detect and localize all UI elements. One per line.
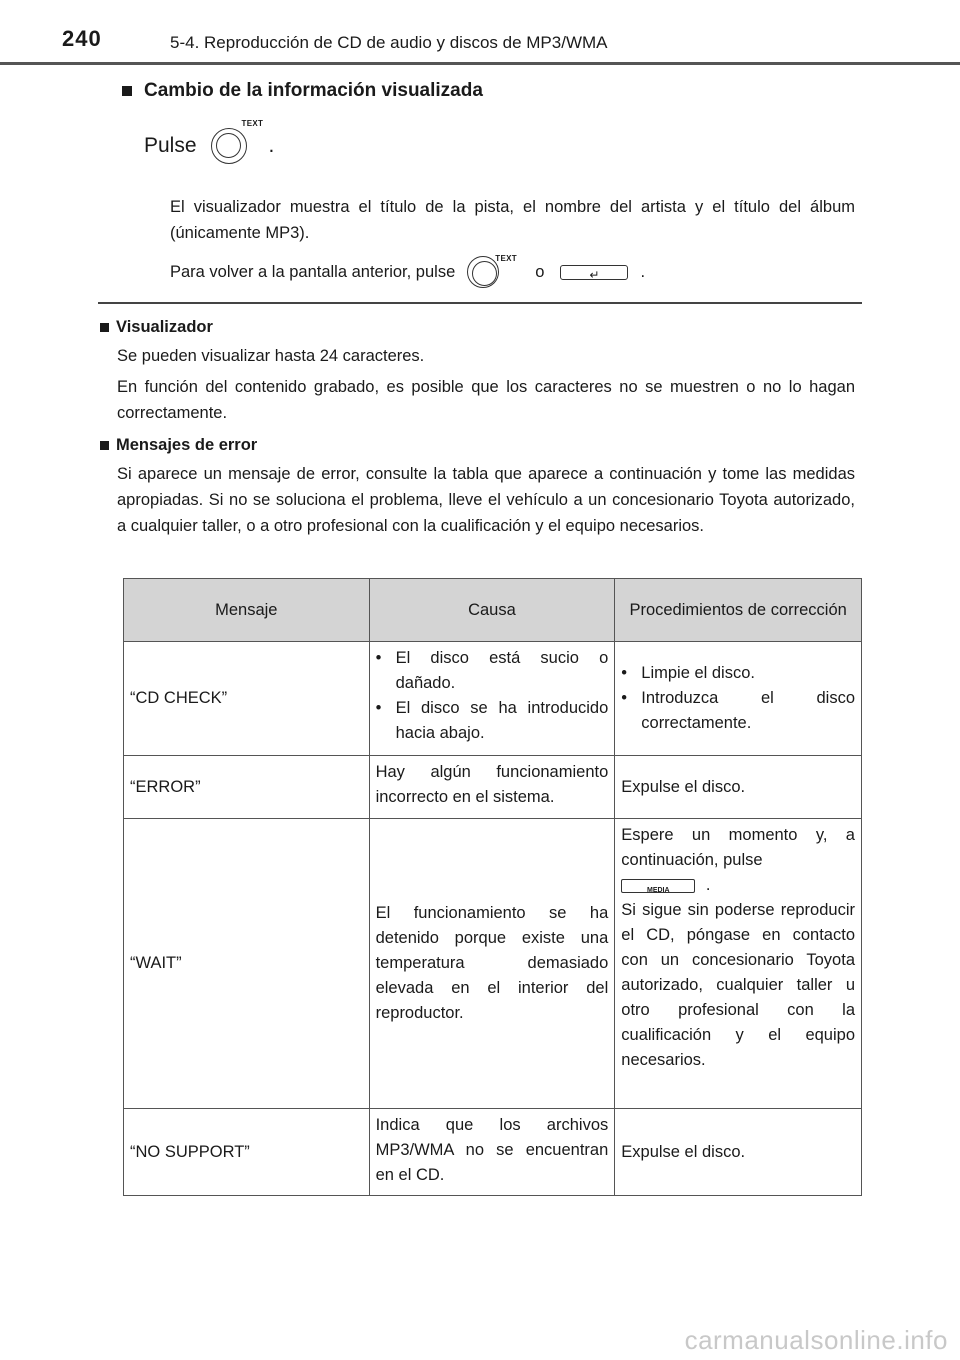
square-bullet-icon (100, 441, 109, 450)
header-causa: Causa (369, 579, 615, 642)
back-arrow-icon: ↵ (589, 267, 600, 282)
fix-bullet-text: Limpie el disco. (641, 664, 755, 682)
message-cell: “WAIT” (124, 819, 370, 1109)
table-row (124, 756, 862, 819)
text-knob-label: TEXT (241, 119, 264, 128)
bullet-icon: • (621, 689, 628, 707)
table-row (124, 642, 862, 756)
main-heading (122, 80, 483, 102)
display-note-title: Visualizador (116, 318, 213, 336)
error-note-heading (100, 436, 257, 455)
error-note-title: Mensajes de error (116, 436, 258, 454)
list-item (376, 696, 609, 746)
cause-cell: Indica que los archivos MP3/WMA no se encuentran en el CD. (369, 1109, 615, 1196)
media-button-icon (621, 879, 695, 893)
list-item (376, 646, 609, 696)
header-divider (0, 62, 960, 65)
fix-cell (615, 819, 862, 1109)
page-number: 240 (62, 26, 102, 51)
text-knob-icon (467, 254, 517, 288)
pulse-period: . (268, 134, 275, 157)
media-period: . (705, 876, 711, 894)
return-period: . (640, 263, 646, 281)
list-item (621, 686, 855, 736)
header-mensaje: Mensaje (124, 579, 370, 642)
cause-cell: El funcionamiento se ha detenido porque existe una temperatura demasiado elevada en el interior del reproductor. (369, 819, 615, 1109)
cause-bullet-text: El disco se ha introducido hacia abajo. (395, 699, 609, 742)
main-heading-text: Cambio de la información visualizada (144, 80, 483, 101)
error-messages-table (123, 578, 862, 1196)
list-item (621, 661, 855, 686)
fix-bullet-text: Introduzca el disco correctamente. (641, 689, 855, 732)
media-button-label: MEDIA (646, 886, 670, 894)
square-bullet-icon (100, 323, 109, 332)
error-note-text: Si aparece un mensaje de error, consulte la tabla que aparece a continuación y tome las medidas apropiadas. Si no se soluciona el problema, lleve el vehículo a un concesionario Toyota autorizado, a cualquier taller, o a otro profesional con la cualificación y el equipo necesarios. (117, 465, 855, 535)
table-row (124, 1109, 862, 1196)
fix-text-pre: Espere un momento y, a continuación, pulse (621, 826, 855, 869)
text-knob-icon (211, 119, 264, 164)
display-note-text-2: En función del contenido grabado, es posible que los caracteres no se muestren o no lo hagan correctamente. (117, 378, 855, 422)
bullet-icon: • (621, 664, 628, 682)
table-row (124, 819, 862, 1109)
section-title: 5-4. Reproducción de CD de audio y discos de MP3/WMA (170, 33, 608, 52)
description-text: El visualizador muestra el título de la pista, el nombre del artista y el título del álbum (únicamente MP3). (170, 198, 855, 242)
pulse-label: Pulse (144, 134, 197, 157)
section-divider (98, 302, 862, 304)
header-procedimientos: Procedimientos de corrección (615, 579, 862, 642)
watermark: carmanualsonline.info (684, 1325, 948, 1355)
display-note-text-1: Se pueden visualizar hasta 24 caracteres. (117, 347, 425, 365)
return-instruction (170, 256, 855, 288)
fix-cell: Expulse el disco. (615, 1109, 862, 1196)
display-note-heading (100, 318, 213, 337)
back-button-icon (560, 265, 628, 280)
return-or: o (535, 263, 545, 281)
fix-text-post: Si sigue sin poderse reproducir el CD, póngase en contacto con un concesionario Toyota autorizado, cualquier taller u otro profesional con la cualificación y el equipo necesarios. (621, 901, 855, 1069)
media-instruction (621, 873, 855, 898)
table-header-row (124, 579, 862, 642)
cause-bullet-text: El disco está sucio o dañado. (395, 649, 609, 692)
return-prefix: Para volver a la pantalla anterior, pulse (170, 263, 456, 281)
text-knob-label: TEXT (495, 254, 517, 263)
cause-cell: Hay algún funcionamiento incorrecto en el sistema. (369, 756, 615, 819)
pulse-instruction (144, 119, 275, 164)
message-cell: “CD CHECK” (124, 642, 370, 756)
bullet-icon: • (375, 699, 382, 717)
cause-cell (369, 642, 615, 756)
message-cell: “ERROR” (124, 756, 370, 819)
fix-cell: Expulse el disco. (615, 756, 862, 819)
bullet-icon: • (375, 649, 382, 667)
fix-cell (615, 642, 862, 756)
message-cell: “NO SUPPORT” (124, 1109, 370, 1196)
square-bullet-icon (122, 86, 132, 96)
